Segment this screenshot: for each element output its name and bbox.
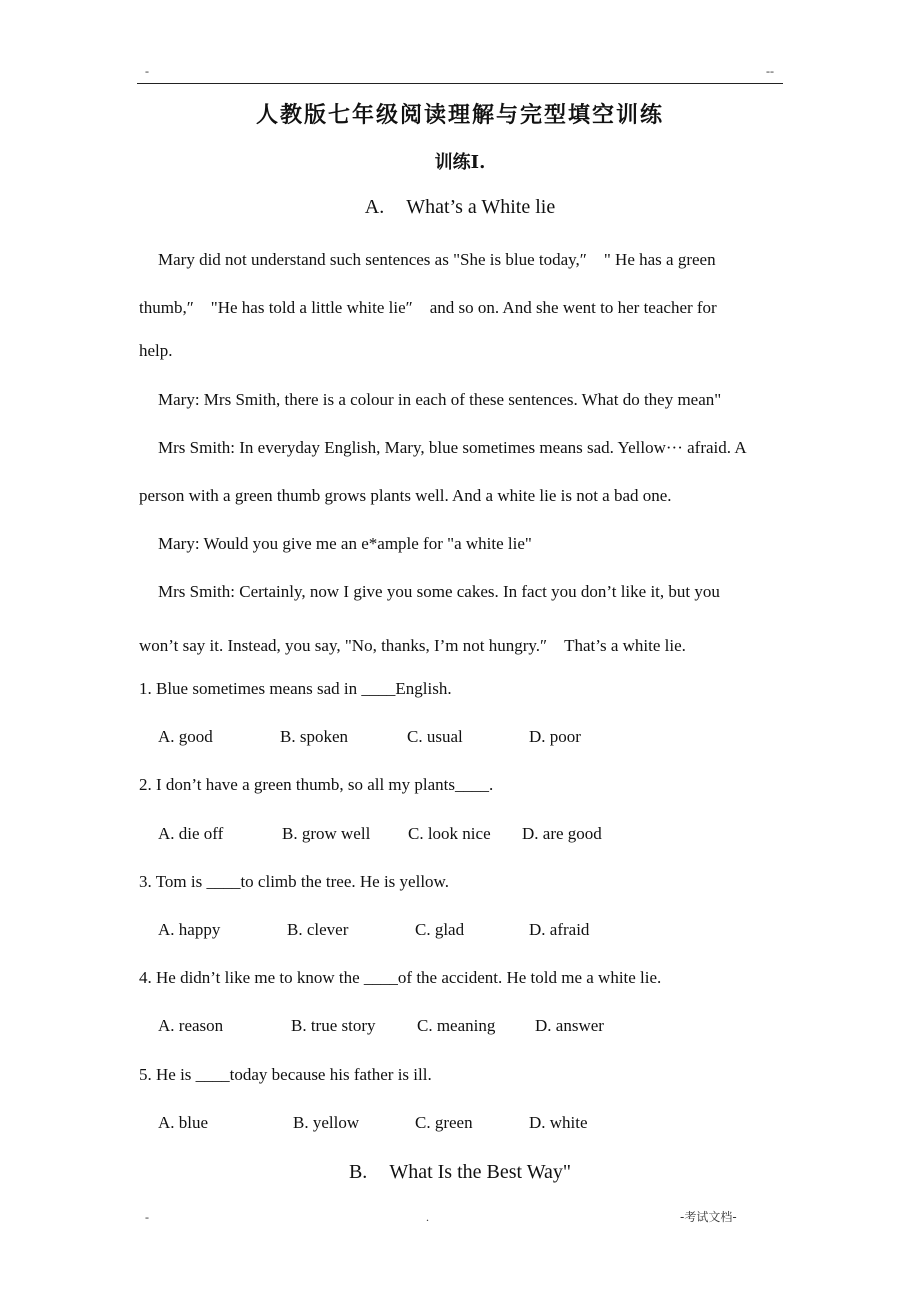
page-title: 人教版七年级阅读理解与完型填空训练 (255, 102, 664, 128)
option-d: D. white (529, 1113, 588, 1132)
passage-line: won’t say it. Instead, you say, "No, thanks, I’m not hungry.″ That’s a white lie. (139, 636, 686, 655)
question-3-stem: 3. Tom is ____to climb the tree. He is yellow. (139, 872, 449, 891)
page-subtitle: 训练I. (434, 152, 486, 173)
option-c: C. green (415, 1113, 473, 1132)
option-b: B. grow well (282, 824, 371, 843)
passage-line: Mrs Smith: In everyday English, Mary, blue sometimes means sad. Yellow··· afraid. A (158, 438, 747, 457)
footer-left-mark: - (145, 1210, 149, 1224)
section-a-title: What’s a White lie (406, 196, 556, 218)
option-a: A. blue (158, 1113, 209, 1132)
option-b: B. spoken (280, 727, 348, 746)
option-a: A. happy (158, 920, 221, 939)
option-a: A. reason (158, 1016, 224, 1035)
passage-line: Mary: Would you give me an e*ample for "a white lie" (158, 534, 532, 553)
passage-line: thumb,″ "He has told a little white lie″ and so on. And she went to her teacher for (139, 298, 717, 317)
option-a: A. die off (158, 824, 224, 843)
footer-label: -考试文档- (680, 1210, 737, 1224)
option-c: C. glad (415, 920, 465, 939)
section-a-letter: A. (364, 196, 385, 218)
passage-line: help. (139, 341, 173, 360)
section-b-heading (0, 1161, 920, 1184)
option-b: B. yellow (293, 1113, 360, 1132)
option-c: C. meaning (417, 1016, 496, 1035)
passage-line: Mary did not understand such sentences as "She is blue today,″ " He has a green (158, 250, 716, 269)
section-b-title: What Is the Best Way" (389, 1161, 572, 1183)
question-5-stem: 5. He is ____today because his father is ill. (139, 1065, 432, 1084)
question-4-stem: 4. He didn’t like me to know the ____of the accident. He told me a white lie. (139, 968, 662, 987)
option-b: B. true story (291, 1016, 376, 1035)
section-b-letter: B. (348, 1161, 368, 1183)
header-right-mark: -- (766, 64, 774, 78)
option-d: D. poor (529, 727, 581, 746)
option-d: D. answer (535, 1016, 604, 1035)
option-a: A. good (158, 727, 213, 746)
header-left-mark: - (145, 64, 149, 78)
passage-line: Mrs Smith: Certainly, now I give you some cakes. In fact you don’t like it, but you (158, 582, 720, 601)
header-rule (137, 83, 783, 84)
option-b: B. clever (287, 920, 349, 939)
option-c: C. look nice (408, 824, 491, 843)
option-c: C. usual (407, 727, 463, 746)
footer-center-mark: . (426, 1210, 429, 1224)
passage-line: person with a green thumb grows plants well. And a white lie is not a bad one. (139, 486, 672, 505)
option-d: D. afraid (529, 920, 590, 939)
passage-line: Mary: Mrs Smith, there is a colour in each of these sentences. What do they mean" (158, 390, 722, 409)
question-1-stem: 1. Blue sometimes means sad in ____English. (139, 679, 452, 698)
section-a-heading (0, 196, 920, 219)
question-2-stem: 2. I don’t have a green thumb, so all my plants____. (139, 775, 494, 794)
option-d: D. are good (522, 824, 602, 843)
